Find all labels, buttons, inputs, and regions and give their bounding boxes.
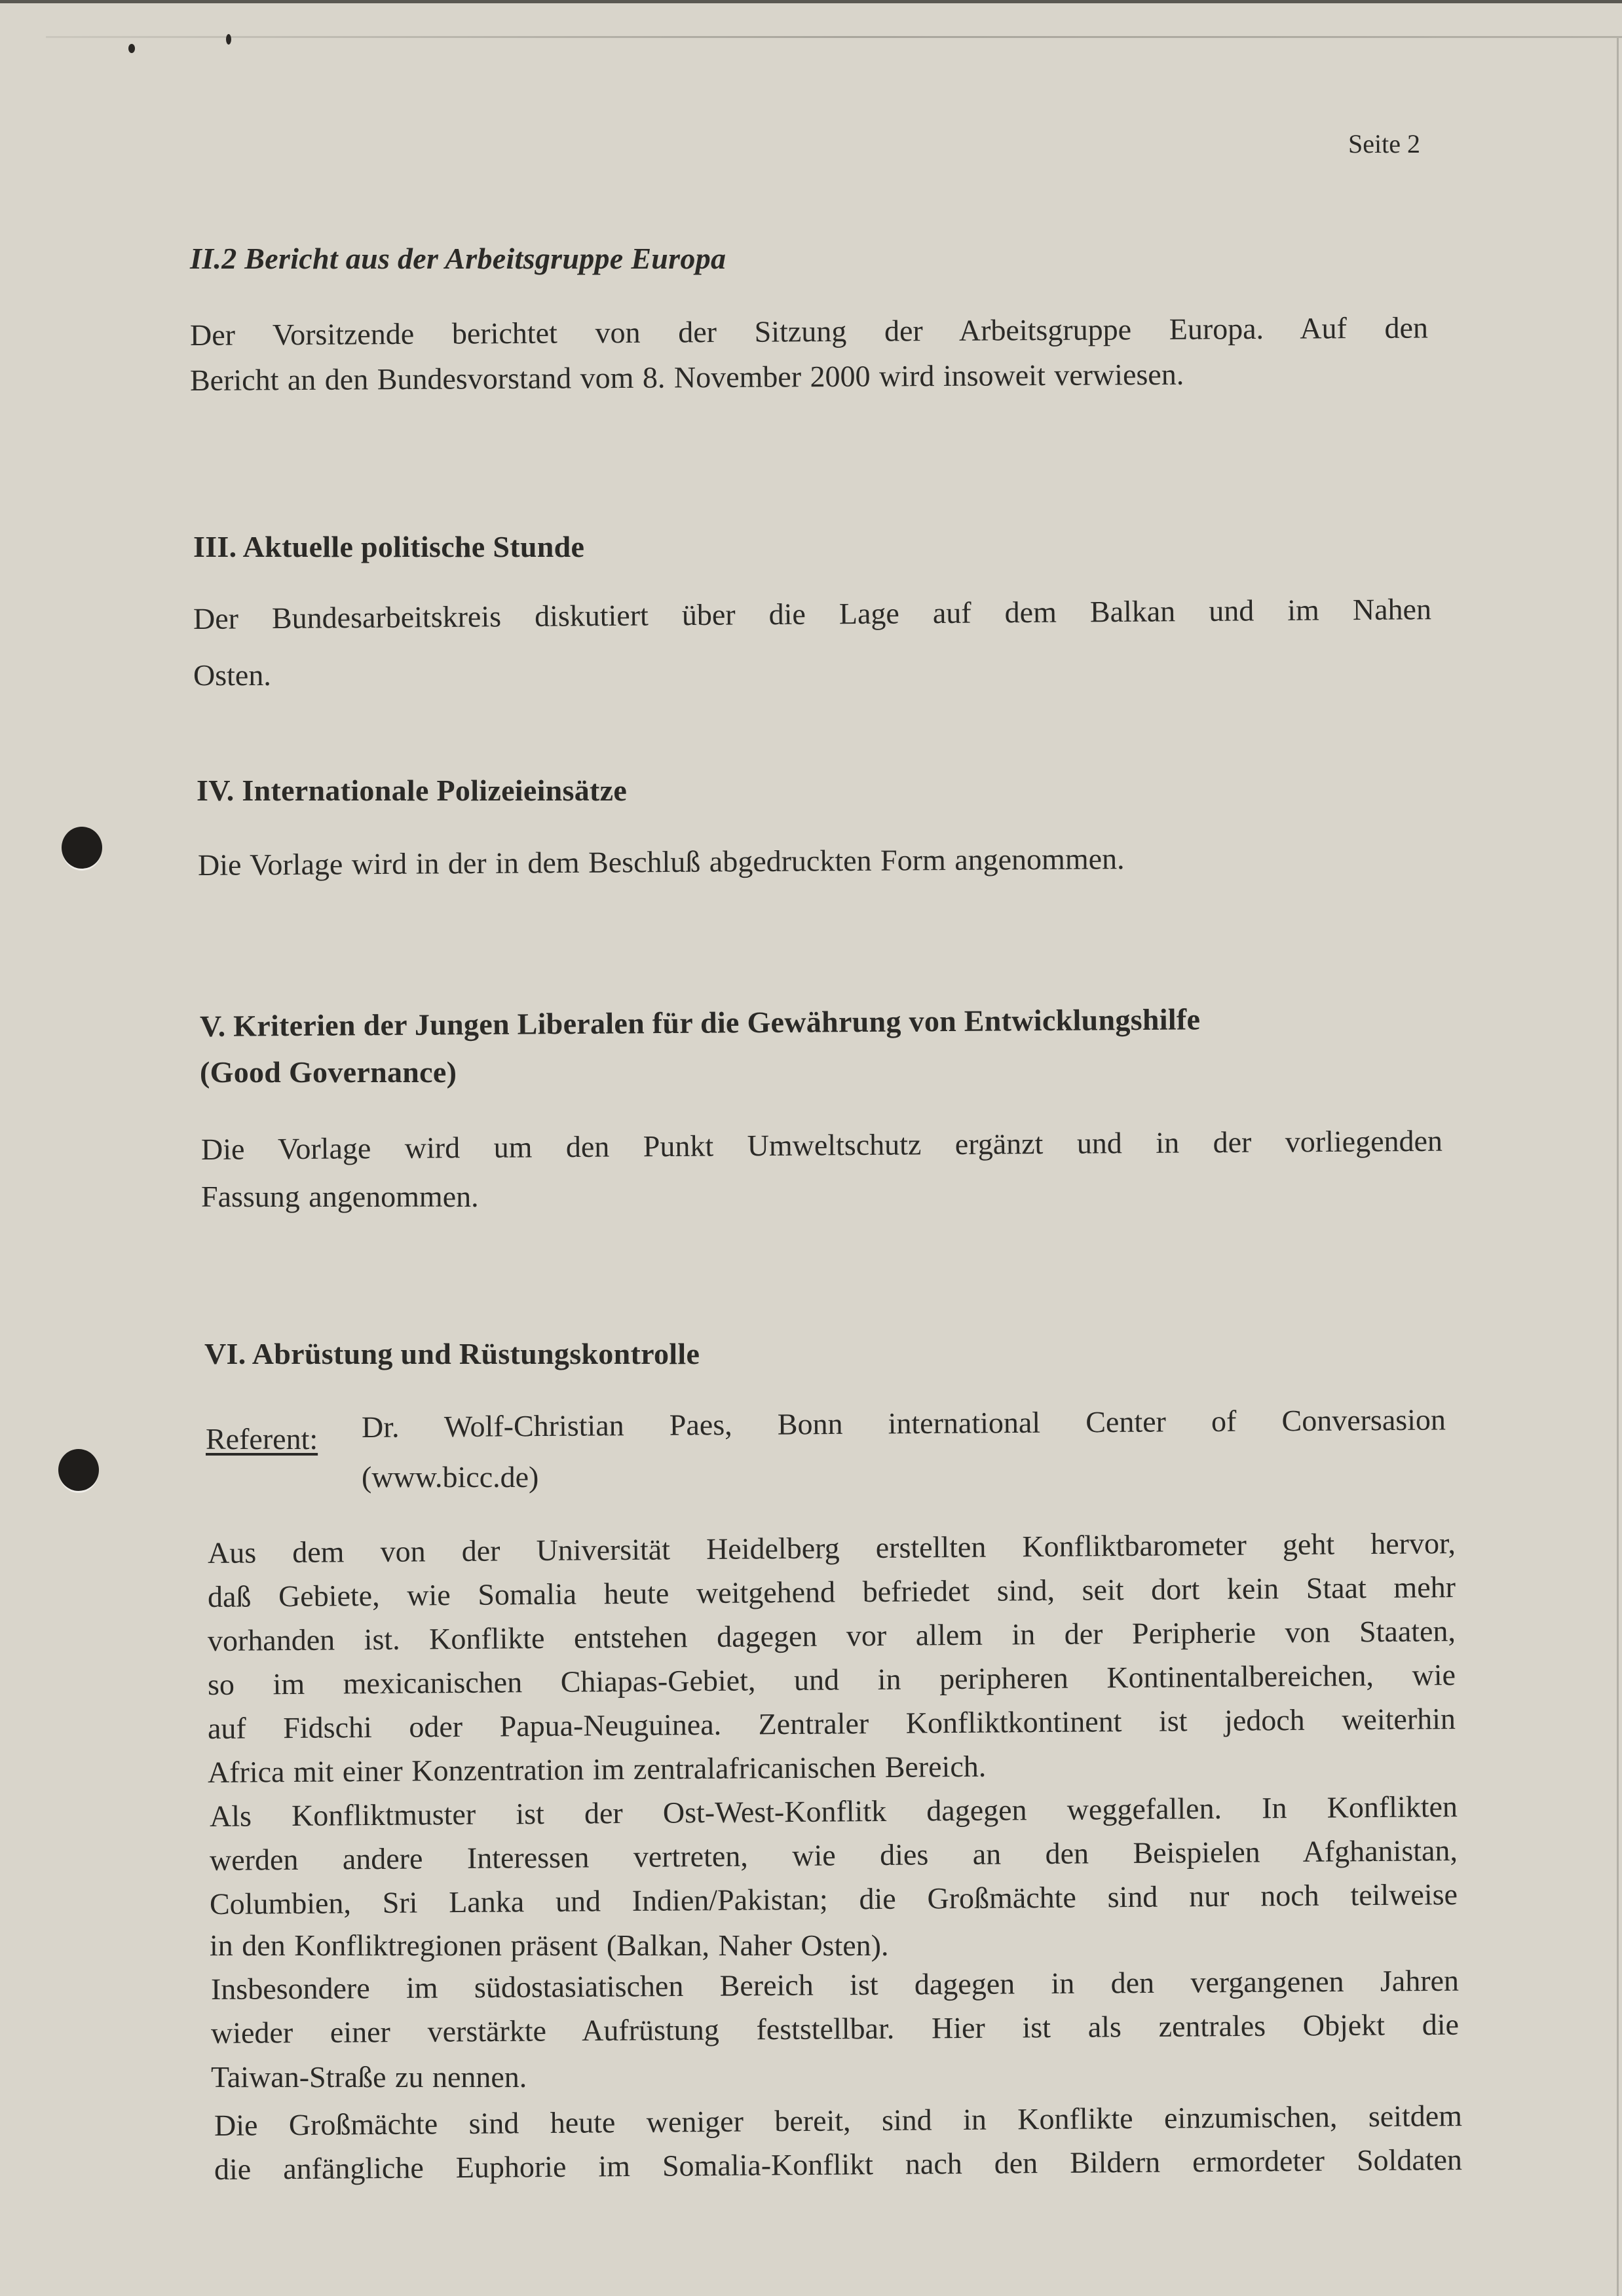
paper-right-edge <box>1617 38 1619 2296</box>
body-line: Der Vorsitzende berichtet von der Sitzung der Arbeitsgruppe Europa. Auf den <box>189 311 1429 352</box>
section-heading-v-subtitle: (Good Governance) <box>200 1055 457 1089</box>
page-number: Seite 2 <box>1348 129 1420 159</box>
body-line: Als Konfliktmuster ist der Ost-West-Konflitk dagegen weggefallen. In Konflikten <box>209 1790 1458 1833</box>
body-line: Aus dem von der Universität Heidelberg erstellten Konfliktbarometer geht hervor, <box>207 1526 1456 1570</box>
paper-fold-line <box>46 36 1622 38</box>
body-line: so im mexicanischen Chiapas-Gebiet, und in peripheren Kontinentalbereichen, wie <box>207 1658 1456 1701</box>
referent-name: Dr. Wolf-Christian Paes, Bonn international Center of Conversasion <box>361 1402 1446 1444</box>
body-line: auf Fidschi oder Papua-Neuguinea. Zentraler Konfliktkontinent ist jedoch weiterhin <box>207 1702 1456 1745</box>
body-line: Der Bundesarbeitskreis diskutiert über die Lage auf dem Balkan und im Nahen <box>193 592 1432 635</box>
referent-label: Referent: <box>206 1422 318 1456</box>
body-line: Bericht an den Bundesvorstand vom 8. November 2000 wird insoweit verwiesen. <box>189 357 1184 397</box>
body-line: die anfängliche Euphorie im Somalia-Konflikt nach den Bildern ermordeter Soldaten <box>214 2143 1463 2186</box>
punch-hole-icon <box>62 827 102 869</box>
body-line: Columbien, Sri Lanka und Indien/Pakistan; die Großmächte sind nur noch teilweise <box>209 1877 1458 1921</box>
body-line: werden andere Interessen vertreten, wie dies an den Beispielen Afghanistan, <box>209 1834 1458 1877</box>
body-line: wieder einer verstärkte Aufrüstung feststellbar. Hier ist als zentrales Objekt die <box>210 2007 1460 2050</box>
section-heading-ii2: II.2 Bericht aus der Arbeitsgruppe Europa <box>190 242 726 275</box>
body-line: Die Vorlage wird in der in dem Beschluß abgedruckten Form angenommen. <box>197 842 1125 882</box>
section-heading-iii: III. Aktuelle politische Stunde <box>193 530 585 563</box>
section-heading-vi: VI. Abrüstung und Rüstungskontrolle <box>204 1337 700 1370</box>
punch-hole-icon <box>58 1449 99 1491</box>
section-heading-iv: IV. Internationale Polizeieinsätze <box>197 774 628 807</box>
section-heading-v: V. Kriterien der Jungen Liberalen für die Gewährung von Entwicklungshilfe <box>199 1002 1201 1043</box>
body-line: in den Konfliktregionen präsent (Balkan, Naher Osten). <box>210 1929 889 1962</box>
body-line: Insbesondere im südostasiatischen Bereich ist dagegen in den vergangenen Jahren <box>210 1963 1460 2006</box>
body-line: Die Großmächte sind heute weniger bereit, sind in Konflikte einzumischen, seitdem <box>214 2099 1463 2142</box>
body-line: Africa mit einer Konzentration im zentralafricanischen Bereich. <box>207 1749 987 1789</box>
ink-speck <box>226 34 231 45</box>
scan-top-edge <box>0 0 1622 3</box>
ink-speck <box>128 44 135 53</box>
body-line: Die Vorlage wird um den Punkt Umweltschutz ergänzt und in der vorliegenden <box>200 1123 1443 1166</box>
referent-url: (www.bicc.de) <box>362 1460 539 1494</box>
body-line: daß Gebiete, wie Somalia heute weitgehend befriedet sind, seit dort kein Staat mehr <box>207 1570 1456 1613</box>
body-line: Osten. <box>193 658 271 692</box>
body-line: vorhanden ist. Konflikte entstehen dagegen vor allem in der Peripherie von Staaten, <box>207 1614 1456 1657</box>
body-line: Fassung angenommen. <box>201 1180 479 1213</box>
body-line: Taiwan-Straße zu nennen. <box>211 2060 527 2094</box>
